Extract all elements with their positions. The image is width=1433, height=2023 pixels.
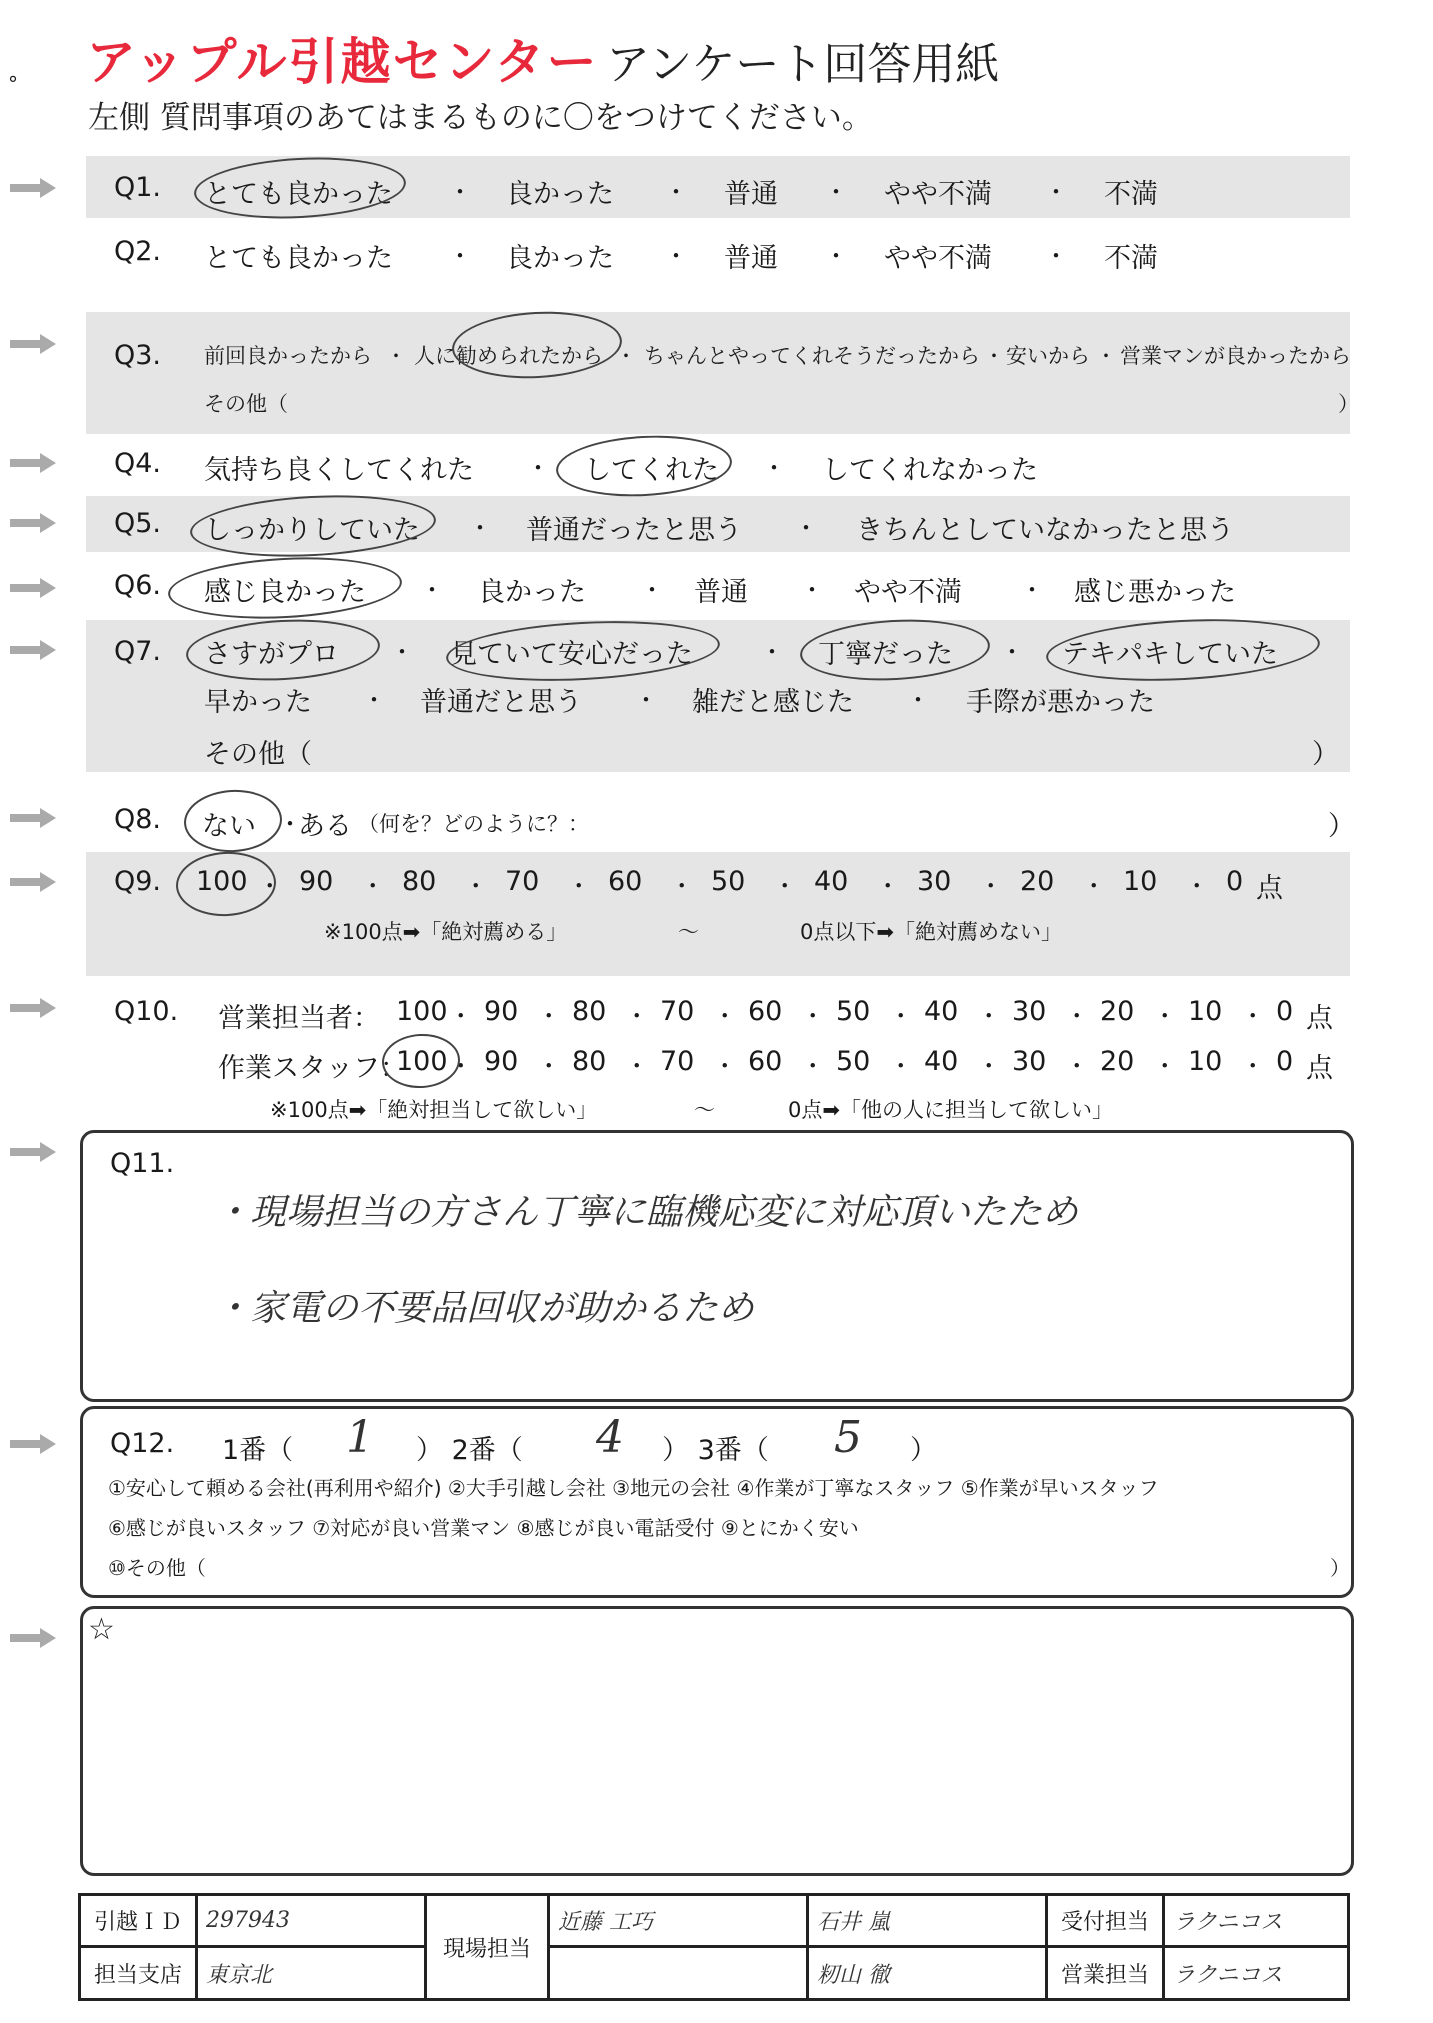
separator: ・ bbox=[624, 1052, 649, 1080]
branch-label: 担当支店 bbox=[80, 1947, 197, 2000]
sales-value[interactable]: ラクニコス bbox=[1164, 1947, 1349, 2000]
q1-label: Q1. bbox=[114, 172, 162, 203]
q12-rank1-label: 1番（ bbox=[222, 1435, 294, 1466]
score-option[interactable]: 40 bbox=[814, 866, 849, 897]
q4-label: Q4. bbox=[114, 448, 162, 479]
q7-option[interactable]: 早かった bbox=[204, 687, 312, 718]
q12-choices: ①安心して頼める会社(再利用や紹介) ②大手引越し会社 ③地元の会社 ④作業が丁寧なスタッフ ⑤作業が早いスタッフ bbox=[108, 1476, 1159, 1500]
separator: ・ bbox=[536, 1002, 561, 1030]
separator: ・ bbox=[976, 1002, 1001, 1030]
q12-rank1-value[interactable]: 1 bbox=[346, 1412, 374, 1463]
q5-option[interactable]: 普通だったと思う bbox=[526, 515, 742, 546]
q1-option[interactable]: 普通 bbox=[724, 179, 778, 210]
move-id-value[interactable]: 297943 bbox=[197, 1895, 426, 1947]
brand-title: アップル引越センター bbox=[86, 33, 599, 91]
separator: ・ bbox=[772, 872, 797, 900]
q1-option[interactable]: 不満 bbox=[1104, 179, 1158, 210]
separator: ・ bbox=[448, 1002, 473, 1030]
q2-option[interactable]: やや不満 bbox=[884, 243, 992, 274]
q6-label: Q6. bbox=[114, 570, 162, 601]
score-option[interactable]: 50 bbox=[711, 866, 746, 897]
q7-option[interactable]: 手際が悪かった bbox=[966, 687, 1155, 718]
q7-other-close: ） bbox=[1312, 739, 1339, 770]
q6-option[interactable]: 良かった bbox=[478, 577, 586, 608]
q4-option[interactable]: してくれた bbox=[584, 455, 719, 486]
q3-option[interactable]: 人に勧められたから bbox=[414, 344, 603, 368]
q1-option[interactable]: 良かった bbox=[506, 179, 614, 210]
arrow-icon bbox=[10, 451, 56, 475]
arrow-icon bbox=[10, 806, 56, 830]
q9-tilde: 〜 bbox=[678, 920, 699, 944]
branch-value[interactable]: 東京北 bbox=[197, 1947, 426, 2000]
arrow-icon bbox=[10, 511, 56, 535]
separator: ・ bbox=[566, 872, 591, 900]
separator: ・ bbox=[1184, 872, 1209, 900]
star-icon: ☆ bbox=[88, 1612, 115, 1647]
separator: ・ bbox=[1152, 1002, 1177, 1030]
q5-option[interactable]: きちんとしていなかったと思う bbox=[856, 515, 1234, 546]
separator: ・ bbox=[448, 242, 472, 270]
q10-note-right: 0点➡「他の人に担当して欲しい」 bbox=[788, 1098, 1113, 1122]
score-option[interactable]: 40 bbox=[924, 1046, 959, 1077]
score-option[interactable]: 60 bbox=[748, 1046, 783, 1077]
score-option[interactable]: 50 bbox=[836, 996, 871, 1027]
separator: ・ bbox=[888, 1052, 913, 1080]
separator: ・ bbox=[1044, 242, 1068, 270]
score-option[interactable]: 30 bbox=[1012, 996, 1047, 1027]
footer-table bbox=[78, 1893, 1350, 2001]
score-option[interactable]: 100 bbox=[396, 996, 448, 1027]
site-staff-3[interactable]: 籾山 徹 bbox=[808, 1947, 1047, 2000]
q6-option[interactable]: 感じ良かった bbox=[204, 577, 366, 608]
score-option[interactable]: 10 bbox=[1123, 866, 1158, 897]
q8-option[interactable]: ない bbox=[202, 811, 256, 842]
reception-label: 受付担当 bbox=[1047, 1895, 1164, 1947]
separator: ・ bbox=[800, 1002, 825, 1030]
score-option[interactable]: 80 bbox=[572, 1046, 607, 1077]
score-option[interactable]: 70 bbox=[660, 1046, 695, 1077]
answer-circle bbox=[182, 787, 283, 854]
separator: ・ bbox=[634, 686, 658, 714]
comment-box[interactable] bbox=[80, 1606, 1354, 1876]
arrow-icon bbox=[10, 176, 56, 200]
separator: ・ bbox=[616, 344, 636, 368]
separator: ・ bbox=[664, 178, 688, 206]
answer-circle bbox=[167, 552, 404, 624]
separator: ・ bbox=[1064, 1002, 1089, 1030]
separator: ・ bbox=[386, 344, 406, 368]
score-option[interactable]: 20 bbox=[1020, 866, 1055, 897]
q1-option[interactable]: やや不満 bbox=[884, 179, 992, 210]
q2-label: Q2. bbox=[114, 236, 162, 267]
score-option[interactable]: 30 bbox=[1012, 1046, 1047, 1077]
arrow-icon bbox=[10, 1432, 56, 1456]
q8-detail[interactable]: （何を？どのように？： bbox=[358, 812, 589, 836]
score-option[interactable]: 30 bbox=[917, 866, 952, 897]
arrow-icon bbox=[10, 870, 56, 894]
q9-label: Q9. bbox=[114, 866, 162, 897]
score-option[interactable]: 20 bbox=[1100, 1046, 1135, 1077]
arrow-icon bbox=[10, 332, 56, 356]
q7-option[interactable]: さすがプロ bbox=[204, 639, 339, 670]
separator: ・ bbox=[1240, 1052, 1265, 1080]
form-title: アンケート回答用紙 bbox=[606, 39, 1000, 90]
separator: ・ bbox=[448, 178, 472, 206]
score-option[interactable]: 100 bbox=[396, 1046, 448, 1077]
q2-option[interactable]: とても良かった bbox=[204, 243, 393, 274]
score-option[interactable]: 0 bbox=[1276, 1046, 1294, 1077]
q4-option[interactable]: してくれなかった bbox=[822, 455, 1038, 486]
q3-option[interactable]: 営業マンが良かったから bbox=[1120, 344, 1351, 368]
q10-sales-scores bbox=[396, 996, 1356, 1032]
separator: ・ bbox=[976, 1052, 1001, 1080]
q7-option[interactable]: 見ていて安心だった bbox=[450, 639, 693, 670]
score-option[interactable]: 90 bbox=[484, 1046, 519, 1077]
q8-option[interactable]: ある bbox=[298, 811, 352, 842]
site-staff-1[interactable]: 近藤 工巧 bbox=[549, 1895, 808, 1947]
q8-label: Q8. bbox=[114, 804, 162, 835]
q10-staff-label: 作業スタッフ： bbox=[218, 1053, 407, 1084]
score-option[interactable]: 0 bbox=[1276, 996, 1294, 1027]
q9-note-right: 0点以下➡「絶対薦めない」 bbox=[800, 920, 1062, 944]
separator: ・ bbox=[664, 242, 688, 270]
arrow-icon bbox=[10, 576, 56, 600]
q7-other[interactable]: その他（ bbox=[204, 739, 312, 770]
q3-option[interactable]: ちゃんとやってくれそうだったから bbox=[644, 344, 980, 368]
separator: ・ bbox=[762, 454, 786, 482]
score-unit: 点 bbox=[1306, 1003, 1333, 1034]
separator: ・ bbox=[760, 638, 784, 666]
move-id-label: 引越ＩＤ bbox=[80, 1895, 197, 1947]
score-option[interactable]: 60 bbox=[748, 996, 783, 1027]
score-option[interactable]: 10 bbox=[1188, 996, 1223, 1027]
q10-tilde: 〜 bbox=[694, 1098, 715, 1122]
separator: ・ bbox=[448, 1052, 473, 1080]
separator: ・ bbox=[1096, 344, 1116, 368]
separator: ・ bbox=[1020, 576, 1044, 604]
separator: ・ bbox=[712, 1052, 737, 1080]
separator: ・ bbox=[526, 454, 550, 482]
separator: ・ bbox=[1000, 638, 1024, 666]
q10-sales-label: 営業担当者： bbox=[218, 1003, 380, 1034]
site-staff-empty[interactable] bbox=[549, 1947, 808, 2000]
separator: ・ bbox=[362, 686, 386, 714]
score-option[interactable]: 70 bbox=[505, 866, 540, 897]
q5-option[interactable]: しっかりしていた bbox=[204, 515, 420, 546]
arrow-icon bbox=[10, 996, 56, 1020]
q11-handwritten-line: ・家電の不要品回収が助かるため bbox=[214, 1288, 755, 1329]
separator: ・ bbox=[1152, 1052, 1177, 1080]
score-unit: 点 bbox=[1306, 1053, 1333, 1084]
site-staff-2[interactable]: 石井 嵐 bbox=[808, 1895, 1047, 1947]
separator: ・ bbox=[257, 872, 282, 900]
q2-option[interactable]: 不満 bbox=[1104, 243, 1158, 274]
q6-option[interactable]: 普通 bbox=[694, 577, 748, 608]
q10-label: Q10. bbox=[114, 996, 179, 1027]
q7-option[interactable]: テキパキしていた bbox=[1062, 639, 1278, 670]
q3-other-close: ） bbox=[1338, 392, 1359, 416]
q3-option[interactable]: 安いから bbox=[1006, 344, 1090, 368]
q12-choices: ⑥感じが良いスタッフ ⑦対応が良い営業マン ⑧感じが良い電話受付 ⑨とにかく安い bbox=[108, 1516, 859, 1540]
separator: ・ bbox=[463, 872, 488, 900]
q12-choices-close: ） bbox=[1330, 1556, 1350, 1580]
arrow-icon bbox=[10, 638, 56, 662]
separator: ・ bbox=[712, 1002, 737, 1030]
separator: ・ bbox=[875, 872, 900, 900]
q8-close: ） bbox=[1328, 811, 1355, 842]
q3-label: Q3. bbox=[114, 340, 162, 371]
score-option[interactable]: 40 bbox=[924, 996, 959, 1027]
arrow-icon bbox=[10, 1626, 56, 1650]
separator: ・ bbox=[536, 1052, 561, 1080]
q5-label: Q5. bbox=[114, 508, 162, 539]
separator: ・ bbox=[1240, 1002, 1265, 1030]
score-option[interactable]: 100 bbox=[196, 866, 248, 897]
instruction: 左側 質問事項のあてはまるものに〇をつけてください。 bbox=[88, 100, 873, 136]
site-staff-label: 現場担当 bbox=[426, 1895, 549, 2000]
answer-circle bbox=[555, 431, 734, 500]
q12-close: ） bbox=[910, 1435, 937, 1466]
score-option[interactable]: 90 bbox=[299, 866, 334, 897]
q10-note-left: ※100点➡「絶対担当して欲しい」 bbox=[270, 1098, 598, 1122]
separator: ・ bbox=[978, 872, 1003, 900]
q11-label: Q11. bbox=[110, 1148, 175, 1179]
q11-answer-box[interactable] bbox=[80, 1130, 1354, 1402]
score-option[interactable]: 10 bbox=[1188, 1046, 1223, 1077]
q9-note-left: ※100点➡「絶対薦める」 bbox=[324, 920, 568, 944]
separator: ・ bbox=[640, 576, 664, 604]
arrow-icon bbox=[10, 1140, 56, 1164]
margin-mark: ° bbox=[8, 72, 18, 96]
separator: ・ bbox=[468, 514, 492, 542]
separator: ・ bbox=[360, 872, 385, 900]
q1-option[interactable]: とても良かった bbox=[204, 179, 393, 210]
separator: ・ bbox=[1044, 178, 1068, 206]
q6-option[interactable]: 感じ悪かった bbox=[1074, 577, 1236, 608]
separator: ・ bbox=[1081, 872, 1106, 900]
score-option[interactable]: 0 bbox=[1226, 866, 1244, 897]
separator: ・ bbox=[800, 576, 824, 604]
q11-handwritten-line: ・現場担当の方さん丁寧に臨機応変に対応頂いたため bbox=[214, 1192, 1079, 1233]
score-option[interactable]: 80 bbox=[572, 996, 607, 1027]
separator: ・ bbox=[420, 576, 444, 604]
separator: ・ bbox=[1064, 1052, 1089, 1080]
separator: ・ bbox=[390, 638, 414, 666]
score-option[interactable]: 60 bbox=[608, 866, 643, 897]
separator: ・ bbox=[984, 344, 1004, 368]
separator: ・ bbox=[800, 1052, 825, 1080]
q12-rank2-label: ） 2番（ bbox=[416, 1435, 523, 1466]
q4-option[interactable]: 気持ち良くしてくれた bbox=[204, 455, 474, 486]
q9-score-row bbox=[196, 866, 1326, 902]
q12-rank3-value[interactable]: 5 bbox=[834, 1412, 862, 1463]
q7-option[interactable]: 雑だと感じた bbox=[692, 687, 854, 718]
score-unit: 点 bbox=[1256, 873, 1283, 904]
q7-option[interactable]: 丁寧だった bbox=[818, 639, 953, 670]
q2-option[interactable]: 普通 bbox=[724, 243, 778, 274]
q3-option[interactable]: 前回良かったから bbox=[204, 344, 372, 368]
separator: ・ bbox=[624, 1002, 649, 1030]
separator: ・ bbox=[669, 872, 694, 900]
q12-rank3-label: ） 3番（ bbox=[662, 1435, 769, 1466]
separator: ・ bbox=[906, 686, 930, 714]
q7-label: Q7. bbox=[114, 636, 162, 667]
score-option[interactable]: 90 bbox=[484, 996, 519, 1027]
reception-value[interactable]: ラクニコス bbox=[1164, 1895, 1349, 1947]
separator: ・ bbox=[888, 1002, 913, 1030]
q12-choices: ⑩その他（ bbox=[108, 1556, 206, 1580]
q12-label: Q12. bbox=[110, 1428, 175, 1459]
q3-other[interactable]: その他（ bbox=[204, 392, 288, 416]
separator: ・ bbox=[824, 242, 848, 270]
score-option[interactable]: 20 bbox=[1100, 996, 1135, 1027]
q7-option[interactable]: 普通だと思う bbox=[420, 687, 582, 718]
q12-rank2-value[interactable]: 4 bbox=[596, 1412, 624, 1463]
q2-option[interactable]: 良かった bbox=[506, 243, 614, 274]
q10-staff-scores bbox=[396, 1046, 1356, 1082]
q6-option[interactable]: やや不満 bbox=[854, 577, 962, 608]
score-option[interactable]: 70 bbox=[660, 996, 695, 1027]
separator: ・ bbox=[794, 514, 818, 542]
separator: ・ bbox=[278, 810, 302, 838]
sales-label: 営業担当 bbox=[1047, 1947, 1164, 2000]
separator: ・ bbox=[824, 178, 848, 206]
score-option[interactable]: 80 bbox=[402, 866, 437, 897]
score-option[interactable]: 50 bbox=[836, 1046, 871, 1077]
